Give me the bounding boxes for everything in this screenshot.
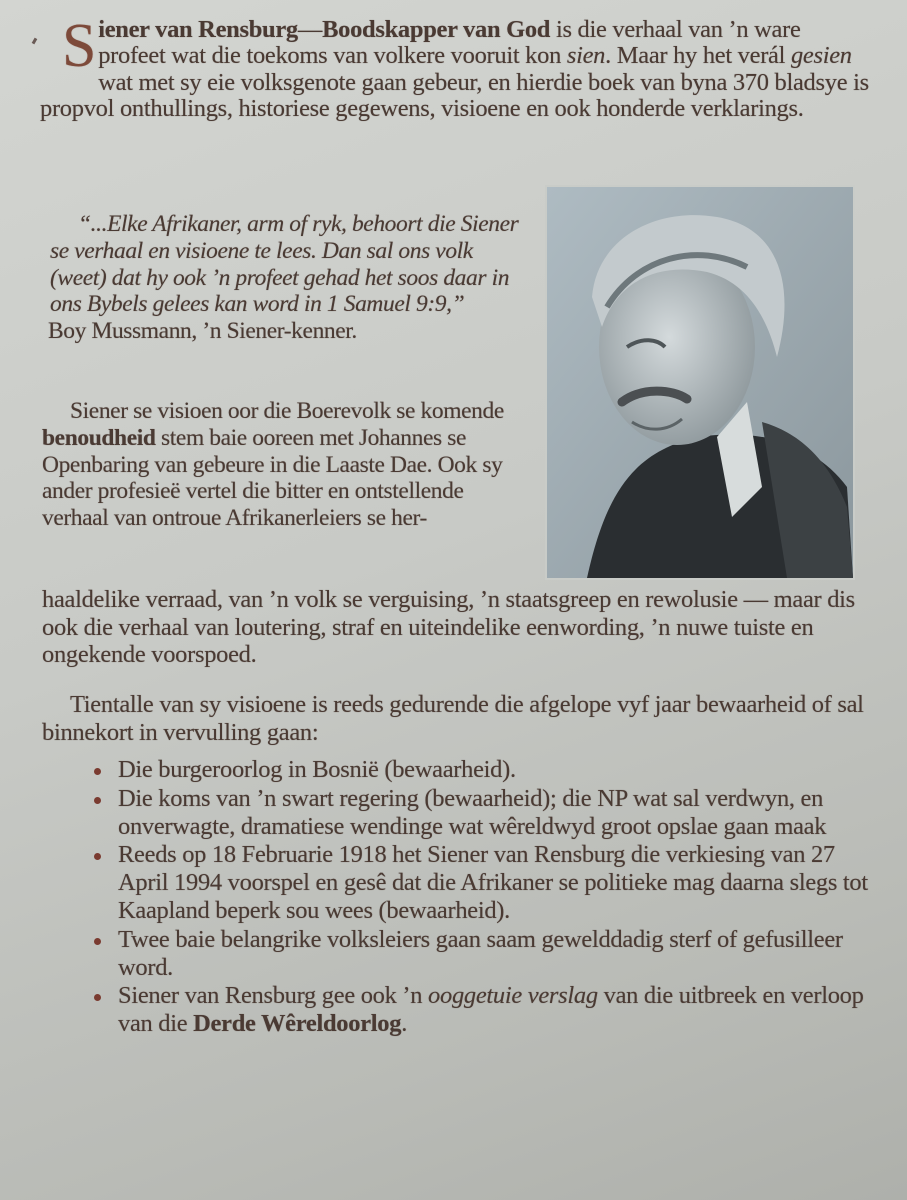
- bullet-icon: [94, 768, 101, 775]
- para-text: stem baie ooreen met Johannes se Openbaring van gebeure in die Laaste Dae. Ook sy ander profesieë vertel die bitter en ontstellende verhaal van ontroue Afrikanerleiers se her-: [42, 424, 503, 532]
- book-subtitle: Boodskapper van God: [322, 16, 551, 43]
- bullet-icon: [94, 797, 101, 804]
- quote-attribution: Boy Mussmann, ’n Siener-kenner.: [48, 318, 357, 345]
- list-item-text: Die burgeroorlog in Bosnië (bewaarheid).: [118, 756, 516, 783]
- paragraph-visions-continued: haaldelike verraad, van ’n volk se verguising, ’n staatsgreep en rewolusie — maar dis ook die verhaal van loutering, straf en uiteindelike eenwording, ’n nuwe tuiste en ongekende voorspoed.: [42, 586, 855, 668]
- list-item: [90, 926, 870, 982]
- list-item: [90, 982, 870, 1038]
- list-item-text: Siener van Rensburg gee ook ’n: [118, 982, 429, 1010]
- list-item-text: Reeds op 18 Februarie 1918 het Siener van Rensburg die verkiesing van 27 April 1994 voorspel en gesê dat die Afrikaner se politieke mag daarna slegs tot Kaapland beperk sou wees (bewaarheid).: [118, 841, 868, 924]
- emphasis-benoudheid: benoudheid: [42, 424, 156, 451]
- page-mark: [32, 38, 38, 45]
- list-item-text: Twee baie belangrike volksleiers gaan saam gewelddadig sterf of gefusilleer word.: [118, 925, 843, 981]
- intro-paragraph: [40, 12, 870, 123]
- book-title: iener van Rensburg: [98, 16, 298, 43]
- author-portrait-photo: [547, 187, 853, 578]
- list-item: [90, 785, 870, 841]
- portrait-image: [547, 187, 853, 578]
- para-text: Siener se visioen oor die Boerevolk se komende: [70, 398, 504, 424]
- list-item-text: van die uitbreek en verloop van die: [118, 982, 864, 1038]
- prophecy-list: [90, 756, 870, 1039]
- list-item: [90, 841, 870, 924]
- intro-text: is die verhaal van ’n ware profeet wat die toekoms van volkere vooruit kon: [98, 16, 801, 70]
- list-item: [90, 756, 870, 784]
- title-dash: —: [297, 16, 323, 43]
- emphasis-gesien: gesien: [790, 42, 852, 70]
- intro-text: wat met sy eie volksgenote gaan gebeur, en hierdie boek van byna 370 bladsye is propvol onthullings, historiese gegewens, visioene en ook honderde verklarings.: [40, 68, 869, 123]
- emphasis-world-war: Derde Wêreldoorlog: [193, 1010, 402, 1038]
- list-item-text: Die koms van ’n swart regering (bewaarheid); die NP wat sal verdwyn, en onverwagte, dramatiese wendinge wat wêreldwyd groot opslae gaan maak: [118, 784, 827, 840]
- paragraph-visions: [42, 398, 530, 532]
- paragraph-fulfilled-visions: Tientalle van sy visioene is reeds gedurende die afgelope vyf jaar bewaarheid of sal binnekort in vervulling gaan:: [42, 691, 864, 746]
- emphasis-sien: sien: [566, 42, 606, 70]
- bullet-icon: [94, 853, 101, 860]
- drop-cap: S: [62, 12, 97, 80]
- intro-text: . Maar hy het verál: [605, 42, 791, 70]
- list-item-text: .: [401, 1010, 408, 1038]
- emphasis-eyewitness: ooggetuie verslag: [428, 982, 598, 1010]
- quote-text: “...Elke Afrikaner, arm of ryk, behoort die Siener se verhaal en visioene te lees. Dan sal ons volk (weet) dat hy ook ’n profeet gehad het soos daar in ons Bybels gelees kan word in 1 Samuel 9:9,”: [50, 211, 519, 318]
- bullet-icon: [94, 938, 101, 945]
- bullet-icon: [94, 994, 101, 1001]
- testimonial-quote: [50, 211, 530, 345]
